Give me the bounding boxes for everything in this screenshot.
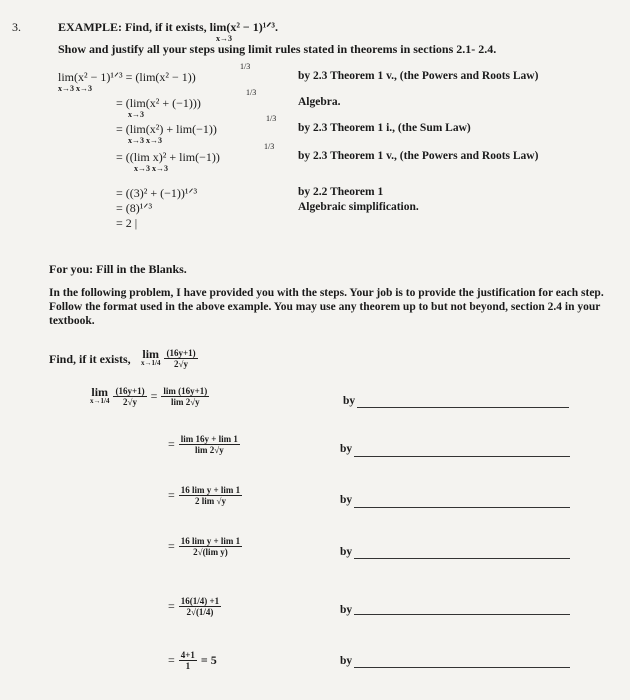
example-step-expr: = ((lim x)² + lim(−1)) <box>116 150 220 164</box>
fill-step-5: = $\frac{16(1/4) +1}{2√(1/4)}$ <box>168 596 220 617</box>
find-lim-sub: x→1/4 <box>141 359 161 367</box>
example-step-reason: Algebra. <box>298 96 341 108</box>
for-you-instructions: In the following problem, I have provided you with the steps. Your job is to provide the justification for each step. Follow the format used in the above example. You may use any theorem up to but not beyond, section 2.4 in your textbook. <box>49 287 604 327</box>
example-step-reason: by 2.2 Theorem 1 <box>298 186 384 198</box>
step-2-blank[interactable] <box>354 456 570 457</box>
fill-step-2: = $\frac{\lim 16y + \lim 1}{\lim 2√y}$ <box>168 434 238 455</box>
fill-step-3: = $\frac{\text{16 lim y + lim 1}}{2 \lim √y}$ <box>168 485 241 506</box>
fill-step-1: lim x→1/4 $\frac{(16y+1)}{2√y}$ = $\frac{\lim (16y+1)}{\lim 2√y}$ <box>90 385 208 407</box>
example-step-reason: Algebraic simplification. <box>298 201 419 213</box>
step-6-by: by <box>340 655 353 667</box>
example-step-reason: by 2.3 Theorem 1 v., (the Powers and Roots Law) <box>298 70 539 82</box>
step-4-by: by <box>340 546 353 558</box>
step-4-denominator: 2√(lim y) <box>193 547 228 557</box>
example-instruction: Show and justify all your steps using limit rules stated in theorems in sections 2.1- 2.4. <box>58 42 497 56</box>
find-numerator: (16y+1) <box>166 348 196 358</box>
step-3-numerator: 16 lim y + lim 1 <box>180 485 241 495</box>
example-step-sub: x→3 <box>128 110 144 119</box>
example-step-expr: lim(x² − 1)¹ᐟ³ = (lim(x² − 1)) <box>58 70 196 84</box>
example-step-sub: x→3 x→3 <box>58 84 92 93</box>
step-6-blank[interactable] <box>354 667 570 668</box>
step-1-blank[interactable] <box>357 407 569 408</box>
step-1-numerator: lim (16y+1) <box>163 386 208 396</box>
step-5-blank[interactable] <box>354 614 570 615</box>
find-label: Find, if it exists, <box>49 352 131 366</box>
example-step-reason: by 2.3 Theorem 1 v., (the Powers and Roots Law) <box>298 150 539 162</box>
step-5-numerator: 16(1/4) +1 <box>180 596 220 606</box>
step-3-denominator: 2 lim √y <box>195 496 226 506</box>
example-step-expr: = (8)¹ᐟ³ <box>116 201 153 215</box>
example-heading-sub: x→3 <box>216 34 232 43</box>
question-number: 3. <box>12 20 21 34</box>
step-2-denominator: lim 2√y <box>195 445 224 455</box>
example-step-sub: x→3 x→3 <box>128 136 162 145</box>
step-2-by: by <box>340 443 353 455</box>
step-5-by: by <box>340 604 353 616</box>
step-3-by: by <box>340 494 353 506</box>
step-6-denominator: 1 <box>185 661 191 671</box>
for-you-title: For you: Fill in the Blanks. <box>49 262 187 276</box>
find-expression <box>141 348 198 369</box>
find-lim: lim <box>142 347 160 361</box>
step-1-denominator: lim 2√y <box>170 397 200 407</box>
step-6-result: = 5 <box>200 653 217 668</box>
step-5-denominator: 2√(1/4) <box>186 607 214 617</box>
example-step-power: 1/3 <box>264 142 275 151</box>
step-6-numerator: 4+1 <box>180 650 195 660</box>
example-step-power: 1/3 <box>246 88 257 97</box>
step-4-numerator: 16 lim y + lim 1 <box>180 536 241 546</box>
step-2-numerator: lim 16y + lim 1 <box>180 434 238 444</box>
fill-step-4: = $\frac{\text{16 lim y + lim 1}}{\text{2√(lim y)}}$ <box>168 536 241 557</box>
example-heading: EXAMPLE: Find, if it exists, lim(x² − 1)¹ᐟ³. <box>58 20 279 34</box>
example-step-reason: by 2.3 Theorem 1 i., (the Sum Law) <box>298 122 471 134</box>
example-step-power: 1/3 <box>240 62 251 71</box>
example-step-expr: = 2 | <box>116 216 138 230</box>
step-1-by: by <box>343 395 356 407</box>
example-step-power: 1/3 <box>266 114 277 123</box>
find-denominator: 2√y <box>174 359 188 369</box>
example-step-sub: x→3 x→3 <box>134 164 168 173</box>
step-3-blank[interactable] <box>354 507 570 508</box>
example-step-expr: = ((3)² + (−1))¹ᐟ³ <box>116 186 198 200</box>
fill-step-6: = $\frac{4+1}{1}$ = 5 <box>168 650 217 671</box>
step-4-blank[interactable] <box>354 558 570 559</box>
example-step-expr: = (lim(x² + (−1))) <box>116 96 201 110</box>
example-step-expr: = (lim(x²) + lim(−1)) <box>116 122 217 136</box>
